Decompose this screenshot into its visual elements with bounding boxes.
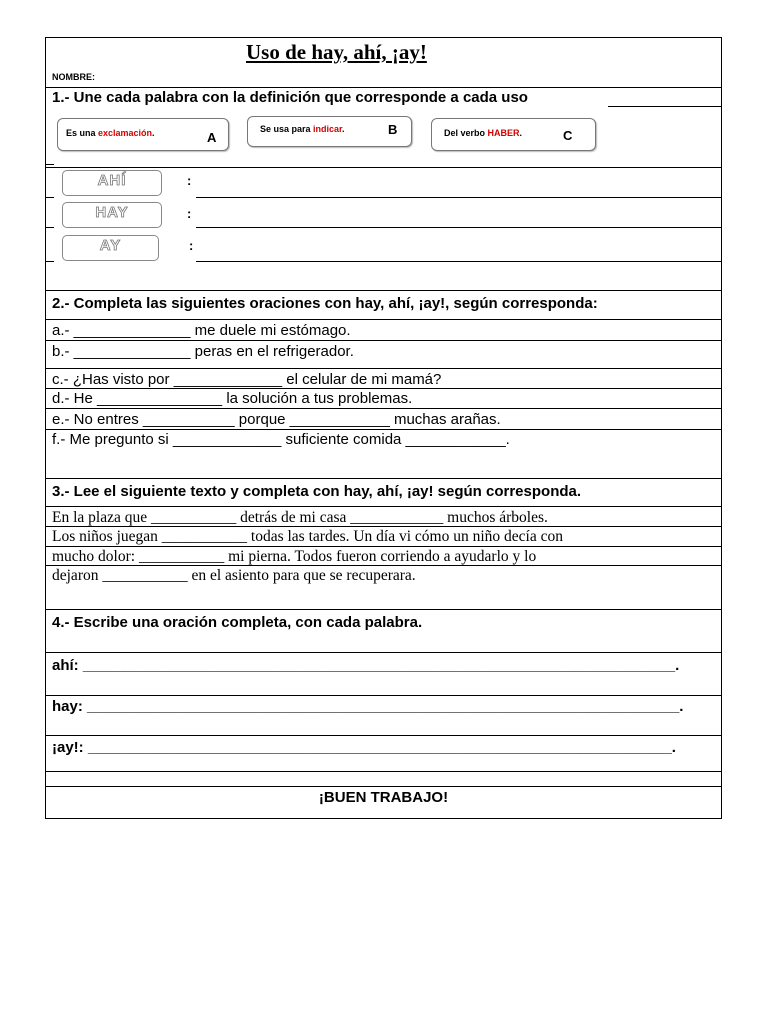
text-line-3: mucho dolor: ___________ mi pierna. Todos fueron corriendo a ayudarlo y lo <box>52 548 537 565</box>
sentence-a: a.- ______________ me duele mi estómago. <box>52 322 351 339</box>
section1-heading: 1.- Une cada palabra con la definición que corresponde a cada uso <box>52 89 528 106</box>
definition-box-a <box>57 118 229 151</box>
rule <box>46 368 721 369</box>
section3-heading: 3.- Lee el siguiente texto y completa con hay, ahí, ¡ay! según corresponda. <box>52 483 582 500</box>
sentence-f: f.- Me pregunto si _____________ suficiente comida ____________. <box>52 431 510 448</box>
rule <box>46 388 721 389</box>
left-mark <box>46 164 54 165</box>
text-line-4: dejaron ___________ en el asiento para que se recuperara. <box>52 567 416 584</box>
left-mark <box>46 227 54 228</box>
definition-text: Es una exclamación. <box>66 128 155 138</box>
sentence-line-hay: hay: _______________________________________________________________________. <box>52 698 684 715</box>
rule <box>46 429 721 430</box>
rule <box>46 565 721 566</box>
rule <box>46 408 721 409</box>
word-box-ay <box>62 235 159 261</box>
rule <box>46 290 721 291</box>
colon: : <box>187 206 192 221</box>
rule <box>46 546 721 547</box>
definition-letter-a: A <box>207 130 217 145</box>
definition-text: Se usa para indicar. <box>260 124 345 134</box>
rule <box>46 735 721 736</box>
section4-heading: 4.- Escribe una oración completa, con cada palabra. <box>52 614 423 631</box>
text-line-2: Los niños juegan ___________ todas las tardes. Un día vi cómo un niño decía con <box>52 528 563 545</box>
rule <box>46 526 721 527</box>
rule <box>196 197 721 198</box>
worksheet <box>45 37 722 819</box>
rule <box>46 340 721 341</box>
rule <box>46 652 721 653</box>
colon: : <box>189 238 194 253</box>
definition-text: Del verbo HABER. <box>444 128 523 138</box>
left-mark <box>46 197 54 198</box>
definition-box-c <box>431 118 596 151</box>
definition-letter-c: C <box>563 128 573 143</box>
sentence-line-ay: ¡ay!: ______________________________________________________________________. <box>52 739 676 756</box>
rule <box>46 771 721 772</box>
word-hay: HAY <box>95 204 129 221</box>
name-label: NOMBRE: <box>52 72 95 82</box>
rule <box>46 609 721 610</box>
rule <box>46 695 721 696</box>
word-ahi: AHÍ <box>97 172 127 189</box>
word-box-hay <box>62 202 162 228</box>
text-line-1: En la plaza que ___________ detrás de mi casa ____________ muchos árboles. <box>52 509 548 526</box>
sentence-d: d.- He _______________ la solución a tus problemas. <box>52 390 413 407</box>
worksheet-title: Uso de hay, ahí, ¡ay! <box>246 40 427 64</box>
rule <box>46 478 721 479</box>
rule <box>46 87 721 88</box>
rule <box>46 786 721 787</box>
colon: : <box>187 173 192 188</box>
left-mark <box>46 261 54 262</box>
sentence-e: e.- No entres ___________ porque ____________ muchas arañas. <box>52 411 501 428</box>
rule <box>196 261 721 262</box>
sentence-b: b.- ______________ peras en el refrigerador. <box>52 343 354 360</box>
rule <box>46 319 721 320</box>
definition-box-b <box>247 116 412 147</box>
section2-heading: 2.- Completa las siguientes oraciones con hay, ahí, ¡ay!, según corresponda: <box>52 295 598 312</box>
sentence-line-ahi: ahí: _______________________________________________________________________. <box>52 657 680 674</box>
word-ay: AY <box>99 237 122 254</box>
rule <box>196 227 721 228</box>
word-box-ahi <box>62 170 162 196</box>
sentence-c: c.- ¿Has visto por _____________ el celular de mi mamá? <box>52 371 442 388</box>
rule <box>46 506 721 507</box>
rule <box>46 167 721 168</box>
closing-message: ¡BUEN TRABAJO! <box>318 789 449 806</box>
definition-letter-b: B <box>388 122 398 137</box>
answer-line[interactable] <box>608 106 721 107</box>
